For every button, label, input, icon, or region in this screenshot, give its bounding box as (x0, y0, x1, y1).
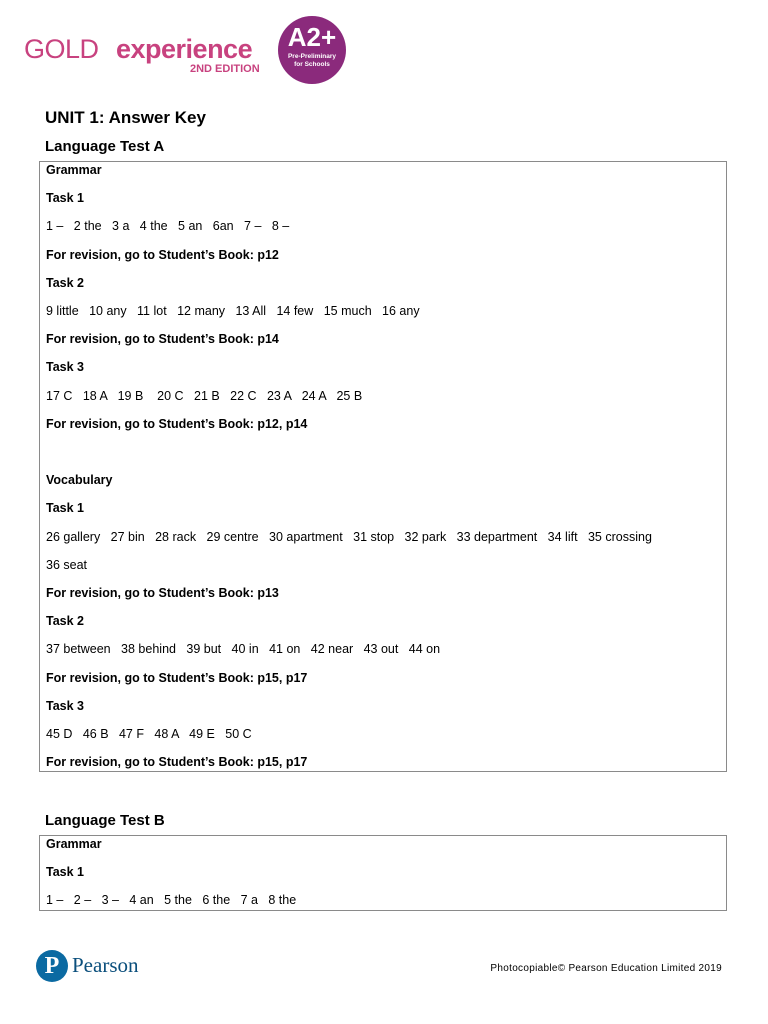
answer-row: Task 3 (46, 360, 84, 375)
answer-row: 36 seat (46, 557, 88, 572)
logo-experience-text: experience (116, 34, 253, 64)
pearson-mark-icon: P (36, 950, 68, 982)
answer-row: 1 – 2 – 3 – 4 an 5 the 6 the 7 a 8 the (46, 893, 297, 908)
pearson-logo (36, 950, 166, 984)
answer-row: 37 between 38 behind 39 but 40 in 41 on 42 near 43 out 44 on (46, 642, 441, 657)
answer-row: 9 little 10 any 11 lot 12 many 13 All 14 few 15 much 16 any (46, 304, 420, 318)
answer-row: 17 C 18 A 19 B 20 C 21 B 22 C 23 A 24 A 25 B (46, 388, 363, 403)
badge-level: A2+ (287, 22, 337, 52)
answer-row: For revision, go to Student’s Book: p12 (46, 247, 279, 262)
answer-row: For revision, go to Student’s Book: p15, p17 (46, 755, 308, 770)
answer-row: Grammar (46, 163, 102, 177)
answer-row: Task 2 (46, 614, 84, 629)
copyright-notice: Photocopiable© Pearson Education Limited 2019 (490, 963, 722, 974)
answer-row: 1 – 2 the 3 a 4 the 5 an 6an 7 – 8 – (46, 219, 290, 234)
test-b-answer-box (39, 835, 727, 911)
answer-row: For revision, go to Student’s Book: p12, p14 (46, 416, 308, 431)
gold-experience-logo (24, 16, 354, 86)
test-a-heading: Language Test A (45, 138, 165, 155)
badge-subtitle-1: Pre-Preliminary (287, 53, 337, 60)
answer-row: Vocabulary (46, 473, 113, 488)
answer-row: Task 2 (46, 275, 84, 290)
answer-row: For revision, go to Student’s Book: p14 (46, 332, 279, 347)
answer-row: 26 gallery 27 bin 28 rack 29 centre 30 apartment 31 stop 32 park 33 department 34 lift 35 crossing (46, 529, 652, 544)
answer-row: 45 D 46 B 47 F 48 A 49 E 50 C (46, 727, 252, 741)
answer-row: Task 1 (46, 191, 84, 206)
badge-subtitle-2: for Schools (294, 61, 330, 68)
answer-row: Task 3 (46, 698, 84, 713)
page-title: UNIT 1: Answer Key (45, 108, 206, 127)
logo-gold-text: GOLD (24, 34, 99, 64)
level-badge (278, 16, 346, 84)
answer-row: Task 1 (46, 865, 84, 880)
logo-edition-text: 2ND EDITION (190, 63, 260, 75)
answer-row: For revision, go to Student’s Book: p15, p17 (46, 670, 308, 685)
test-b-heading: Language Test B (45, 812, 165, 829)
test-a-answer-box (39, 161, 727, 772)
answer-row: Grammar (46, 837, 102, 851)
pearson-name: Pearson (72, 953, 139, 977)
answer-row: For revision, go to Student’s Book: p13 (46, 586, 279, 600)
answer-row: Task 1 (46, 501, 84, 516)
